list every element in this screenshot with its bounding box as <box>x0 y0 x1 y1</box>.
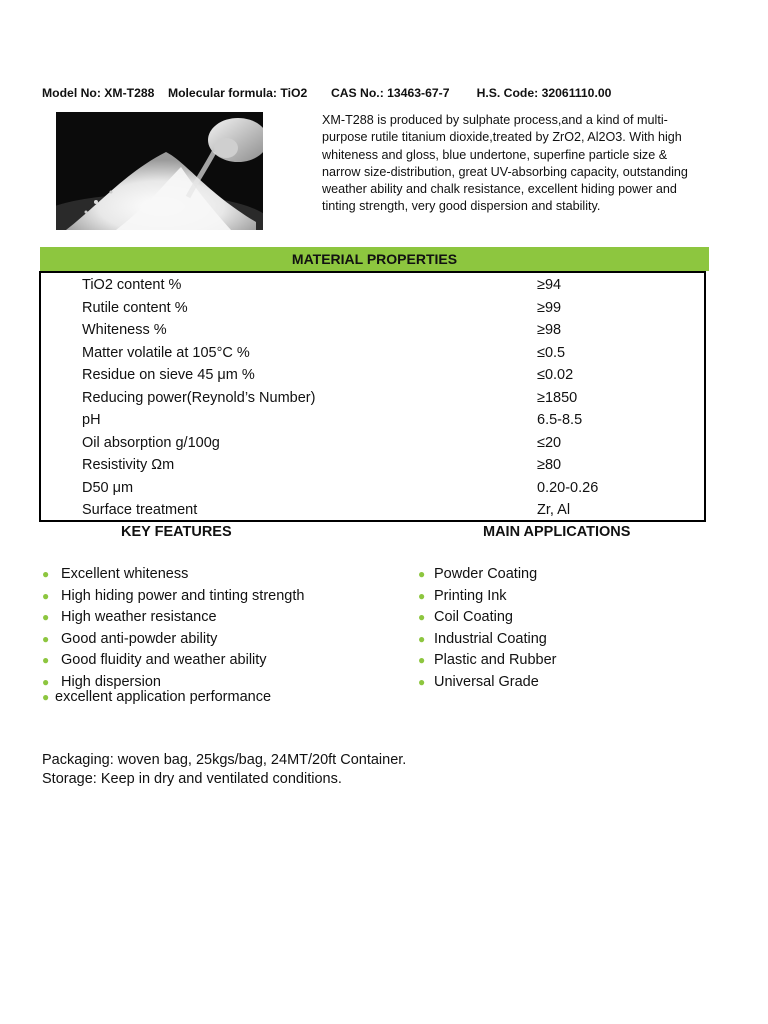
model-number: Model No: XM-T288 <box>42 86 155 100</box>
property-name: Surface treatment <box>82 502 198 519</box>
material-properties-table <box>39 271 706 522</box>
bullet-icon: ● <box>418 653 426 667</box>
bullet-icon: ● <box>418 631 426 646</box>
application-item-text: Powder Coating <box>434 566 538 582</box>
feature-item-text: Good fluidity and weather ability <box>61 652 267 668</box>
application-item <box>418 629 557 651</box>
property-name: Matter volatile at 105°C % <box>82 344 250 361</box>
feature-item-text: High weather resistance <box>61 609 217 625</box>
feature-item <box>42 650 304 672</box>
feature-item <box>42 564 304 586</box>
feature-item <box>42 607 304 629</box>
property-name: Residue on sieve 45 μm % <box>82 367 255 384</box>
property-row <box>41 387 697 410</box>
bullet-icon: ● <box>418 588 426 603</box>
key-features-list <box>42 564 304 693</box>
bullet-icon: ● <box>42 588 50 603</box>
property-value: ≥80 <box>537 457 562 474</box>
property-value: 0.20-0.26 <box>537 479 599 496</box>
property-value: Zr, Al <box>537 502 571 519</box>
application-item <box>418 564 557 586</box>
property-row <box>41 297 697 320</box>
application-item-text: Industrial Coating <box>434 630 547 647</box>
product-photo <box>56 112 263 230</box>
application-item <box>418 586 557 608</box>
feature-extra-text: excellent application performance <box>55 689 272 705</box>
cas-number: CAS No.: 13463-67-7 <box>330 86 450 100</box>
application-item <box>418 607 557 629</box>
bullet-icon: ● <box>418 567 426 581</box>
property-name: Oil absorption g/100g <box>82 434 220 451</box>
main-applications-title: MAIN APPLICATIONS <box>483 524 631 540</box>
product-description: XM-T288 is produced by sulphate process,and a kind of multi-purpose rutile titanium dioxide,treated by ZrO2, Al2O3. With high whiteness and gloss, blue undertone, superfine particle size & narrow size-distribution, great UV-absorbing capacity, outstanding weather ability and chalk resistance, excellent hiding power and tinting strength, very good dispersion and stability. <box>322 113 688 214</box>
feature-item-text: Excellent whiteness <box>61 566 189 582</box>
application-item <box>418 650 557 672</box>
property-row <box>41 432 697 455</box>
property-value: ≥99 <box>537 299 562 316</box>
property-row <box>41 364 697 387</box>
main-applications-list <box>418 564 557 693</box>
bullet-icon: ● <box>418 674 426 689</box>
feature-extra <box>42 689 271 705</box>
packaging-info: Packaging: woven bag, 25kgs/bag, 24MT/20ft Container. <box>42 752 407 768</box>
property-name: Resistivity Ωm <box>82 457 175 474</box>
property-name: TiO2 content % <box>82 277 182 294</box>
feature-item-text: High hiding power and tinting strength <box>61 587 305 604</box>
product-header <box>42 86 742 100</box>
powder-image <box>56 112 263 230</box>
hs-code: H.S. Code: 32061110.00 <box>476 86 612 100</box>
property-row <box>41 499 697 522</box>
bullet-icon: ● <box>42 567 50 581</box>
application-item <box>418 672 557 694</box>
key-features-title: KEY FEATURES <box>121 524 232 540</box>
property-row <box>41 319 697 342</box>
property-name: pH <box>82 412 101 429</box>
bullet-icon: ● <box>418 610 426 624</box>
property-value: ≥98 <box>537 322 562 339</box>
property-row <box>41 274 697 297</box>
feature-item <box>42 629 304 651</box>
bullet-icon: ● <box>42 610 50 624</box>
storage-info: Storage: Keep in dry and ventilated conditions. <box>42 771 342 787</box>
property-name: Whiteness % <box>82 322 167 339</box>
property-value: ≤0.5 <box>537 344 566 361</box>
property-name: Rutile content % <box>82 299 188 316</box>
property-name: D50 μm <box>82 479 134 496</box>
property-value: ≥94 <box>537 277 562 294</box>
material-properties-title: MATERIAL PROPERTIES <box>40 247 709 271</box>
feature-item-text: Good anti-powder ability <box>61 630 218 647</box>
bullet-icon: ● <box>42 653 50 667</box>
property-row <box>41 342 697 365</box>
property-value: ≤0.02 <box>537 367 574 384</box>
property-row <box>41 477 697 500</box>
application-item-text: Plastic and Rubber <box>434 652 557 668</box>
feature-item <box>42 586 304 608</box>
property-value: 6.5-8.5 <box>537 412 583 429</box>
property-name: Reducing power(Reynold’s Number) <box>82 389 316 406</box>
bullet-icon: ● <box>42 631 50 646</box>
molecular-formula: Molecular formula: TiO2 <box>167 86 308 100</box>
property-value: ≥1850 <box>537 389 578 406</box>
bullet-icon: ● <box>42 690 50 704</box>
application-item-text: Printing Ink <box>434 587 507 604</box>
property-value: ≤20 <box>537 434 562 451</box>
property-row <box>41 454 697 477</box>
application-item-text: Coil Coating <box>434 609 513 625</box>
feature-item-text: High dispersion <box>61 673 161 690</box>
bullet-icon: ● <box>42 674 50 689</box>
application-item-text: Universal Grade <box>434 673 539 690</box>
property-row <box>41 409 697 432</box>
